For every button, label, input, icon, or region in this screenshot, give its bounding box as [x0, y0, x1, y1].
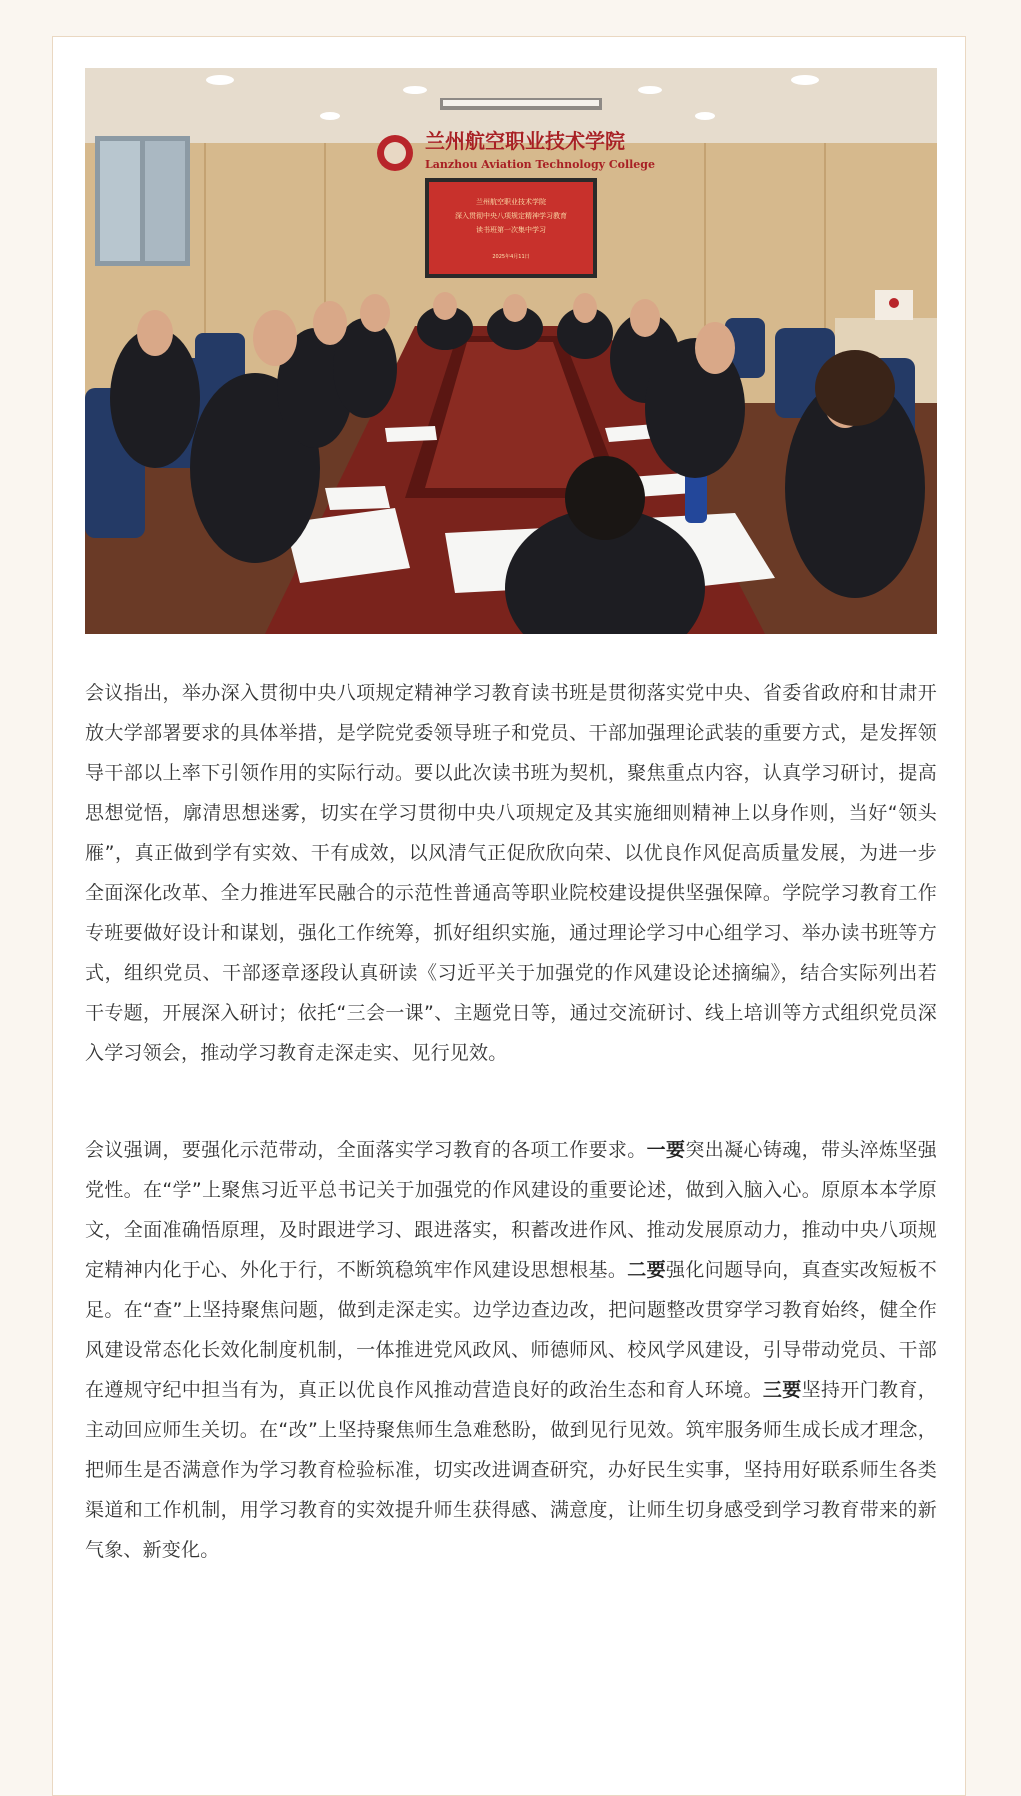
article-paragraph-2	[85, 1130, 937, 1570]
point-three-label: 三要	[762, 1379, 802, 1401]
sign-title-cn: 兰州航空职业技术学院	[425, 129, 625, 153]
paragraph-2-intro: 会议强调，要强化示范带动，全面落实学习教育的各项工作要求。	[85, 1139, 647, 1161]
point-two-text: 强化问题导向，真查实改短板不足。在“查”上坚持聚焦问题，做到走深走实。边学边查边改，把问题整改贯穿学习教育始终，健全作风建设常态化长效化制度机制，一体推进党风政风、师德师风、校风学风建设，引导带动党员、干部在遵规守纪中担当有为，真正以优良作风推动营造良好的政治生态和育人环境。	[85, 1259, 937, 1401]
point-one-text: 突出凝心铸魂，带头淬炼坚强党性。在“学”上聚焦习近平总书记关于加强党的作风建设的重要论述，做到入脑入心。原原本本学原文，全面准确悟原理，及时跟进学习、跟进落实，积蓄改进作风、推动发展原动力，推动中央八项规定精神内化于心、外化于行，不断筑稳筑牢作风建设思想根基。	[85, 1139, 937, 1281]
article-paragraph-1: 会议指出，举办深入贯彻中央八项规定精神学习教育读书班是贯彻落实党中央、省委省政府和甘肃开放大学部署要求的具体举措，是学院党委领导班子和党员、干部加强理论武装的重要方式，是发挥领导干部以上率下引领作用的实际行动。要以此次读书班为契机，聚焦重点内容，认真学习研讨，提高思想觉悟，廓清思想迷雾，切实在学习贯彻中央八项规定及其实施细则精神上以身作则，当好“领头雁”，真正做到学有实效、干有成效，以风清气正促欣欣向荣、以优良作风促高质量发展，为进一步全面深化改革、全力推进军民融合的示范性普通高等职业院校建设提供坚强保障。学院学习教育工作专班要做好设计和谋划，强化工作统筹，抓好组织实施，通过理论学习中心组学习、举办读书班等方式，组织党员、干部逐章逐段认真研读《习近平关于加强党的作风建设论述摘编》，结合实际列出若干专题，开展深入研讨；依托“三会一课”、主题党日等，通过交流研讨、线上培训等方式组织党员深入学习领会，推动学习教育走深走实、见行见效。	[85, 682, 937, 1064]
screen-line-1: 兰州航空职业技术学院	[476, 198, 546, 206]
screen-line-4: 2025年4月11日	[492, 254, 530, 260]
point-one-label: 一要	[646, 1139, 686, 1161]
screen-line-2: 深入贯彻中央八项规定精神学习教育	[455, 212, 567, 220]
screen-line-3: 读书班第一次集中学习	[476, 226, 546, 234]
point-two-label: 二要	[627, 1259, 667, 1281]
article-card	[52, 36, 966, 1796]
meeting-photo	[85, 68, 937, 634]
point-three-text: 坚持开门教育，主动回应师生关切。在“改”上坚持聚焦师生急难愁盼，做到见行见效。筑牢服务师生成长成才理念，把师生是否满意作为学习教育检验标准，切实改进调查研究，办好民生实事，坚持用好联系师生各类渠道和工作机制，用学习教育的实效提升师生获得感、满意度，让师生切身感受到学习教育带来的新气象、新变化。	[85, 1379, 937, 1561]
sign-title-en: Lanzhou Aviation Technology College	[425, 158, 655, 171]
